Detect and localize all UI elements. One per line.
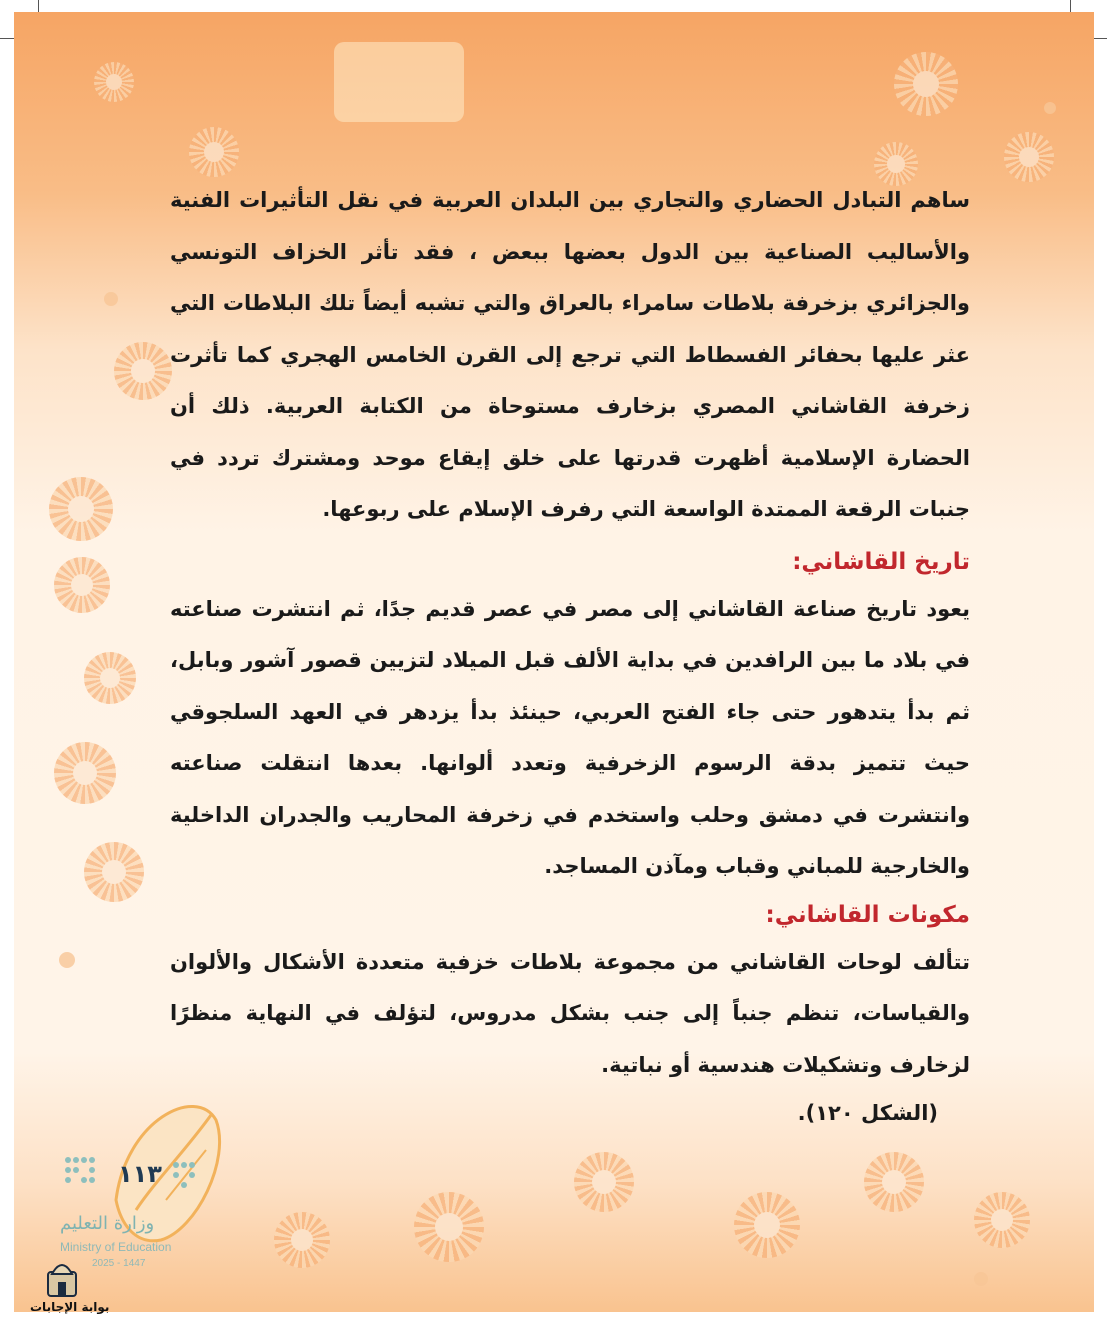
- decor-dot: [59, 952, 75, 968]
- page-number: ١١٣: [118, 1160, 162, 1188]
- decor-dot: [104, 292, 118, 306]
- flower-ornament: [54, 557, 110, 613]
- flower-ornament: [49, 477, 113, 541]
- figure-reference: (الشكل ١٢٠).: [797, 1101, 938, 1125]
- flower-ornament: [84, 842, 144, 902]
- history-paragraph: يعود تاريخ صناعة القاشاني إلى مصر في عصر قديم جدًا، ثم انتشرت صناعته في بلاد ما بين الرافدين في بداية الألف قبل الميلاد لتزيين قصور آشور وبابل، ثم بدأ يتدهور حتى جاء الفتح العربي، حينئذ بدأ يزدهر في العهد السلجوقي حيث تتميز بدقة الرسوم الزخرفية وتعدد ألوانها. بعدها انتقلت صناعته وانتشرت في دمشق وحلب واستخدم في زخرفة المحاريب والجدران الداخلية والخارجية للمباني وقباب ومآذن المساجد.: [170, 596, 970, 878]
- flower-ornament: [574, 1152, 634, 1212]
- components-paragraph: تتألف لوحات القاشاني من مجموعة بلاطات خزفية متعددة الأشكال والألوان والقياسات، تنظم جنباً إلى جنب بشكل مدروس، لتؤلف في النهاية منظرًا لزخارف وتشكيلات هندسية أو نباتية.: [170, 949, 970, 1077]
- flower-ornament: [114, 342, 172, 400]
- mosque-icon: [44, 1258, 80, 1298]
- flower-ornament: [974, 1192, 1030, 1248]
- flower-ornament: [894, 52, 958, 116]
- ministry-name-en: Ministry of Education: [60, 1240, 172, 1254]
- decor-dot: [974, 1272, 988, 1286]
- header-ornament: [334, 42, 464, 122]
- flower-ornament: [734, 1192, 800, 1258]
- flower-ornament: [94, 62, 134, 102]
- history-heading: تاريخ القاشاني:: [792, 548, 970, 575]
- ministry-name-ar: وزارة التعليم: [60, 1213, 155, 1234]
- flower-ornament: [274, 1212, 330, 1268]
- components-heading: مكونات القاشاني:: [765, 901, 970, 928]
- intro-paragraph: ساهم التبادل الحضاري والتجاري بين البلدان العربية في نقل التأثيرات الفنية والأساليب الصناعية بين الدول بعضها ببعض ، فقد تأثر الخزاف التونسي والجزائري بزخرفة بلاطات سامراء بالعراق والتي تشبه أيضاً تلك البلاطات التي عثر عليها بحفائر الفسطاط التي ترجع إلى القرن الخامس الهجري كما تأثرت زخرفة القاشاني المصري بزخارف مستوحاة من الكتابة العربية. ذلك أن الحضارة الإسلامية أظهرت قدرتها على خلق إيقاع موحد ومشترك تردد في جنبات الرقعة الممتدة الواسعة التي رفرف الإسلام على ربوعها.: [170, 188, 970, 521]
- portal-watermark: بوابة الإجابات: [30, 1300, 110, 1314]
- flower-ornament: [414, 1192, 484, 1262]
- flower-ornament: [864, 1152, 924, 1212]
- main-text: [170, 175, 970, 1135]
- flower-ornament: [189, 127, 239, 177]
- flower-ornament: [54, 742, 116, 804]
- flower-ornament: [1004, 132, 1054, 182]
- edition-year: 2025 - 1447: [92, 1258, 146, 1269]
- flower-ornament: [84, 652, 136, 704]
- decor-dot: [1044, 102, 1056, 114]
